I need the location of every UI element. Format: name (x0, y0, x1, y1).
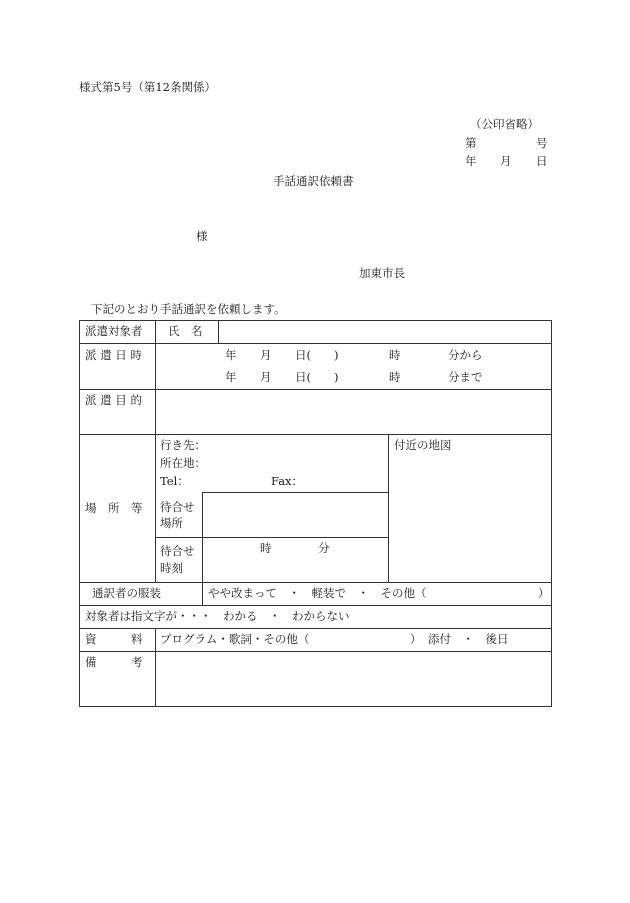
date-day: 日 (536, 154, 548, 168)
attire-options: やや改まって ・ 軽装で ・ その他（ (208, 586, 427, 600)
purpose-field[interactable] (159, 392, 548, 431)
datetime-label: 派 遣 日 時 (85, 348, 142, 362)
meeting-time-label-1: 待合せ (160, 544, 195, 558)
doc-no-suffix: 号 (536, 136, 548, 150)
attire-close: ） (538, 586, 550, 600)
map-label: 付近の地図 (394, 438, 452, 452)
name-field[interactable] (222, 323, 548, 341)
fax-label: Fax： (271, 474, 304, 488)
meeting-minute: 分 (318, 541, 330, 555)
to-month: 月 (260, 370, 272, 384)
from-month: 月 (260, 348, 272, 362)
seal-omitted-note: （公印省略） (470, 117, 539, 131)
attire-label: 通訳者の服装 (92, 586, 161, 600)
name-label: 氏 名 (168, 324, 203, 338)
materials-label: 資 料 (85, 632, 143, 646)
materials-close: ） (410, 632, 422, 646)
fingerspelling-question: 対象者は指文字が・・・ わかる ・ わからない (85, 609, 350, 623)
form-number: 様式第5号（第12条関係） (79, 80, 216, 94)
doc-no-prefix: 第 (465, 136, 477, 150)
tel-label: Tel： (160, 474, 189, 488)
to-minute: 分まで (448, 370, 483, 384)
materials-attach: 添付 ・ 後日 (428, 632, 509, 646)
from-year: 年 (225, 348, 237, 362)
from-minute: 分から (448, 348, 483, 362)
to-hour: 時 (389, 370, 401, 384)
address-label: 所在地： (160, 456, 206, 470)
meeting-hour: 時 (260, 541, 272, 555)
purpose-label: 派 遣 目 的 (85, 393, 142, 407)
from-day: 日( ) (295, 348, 339, 362)
place-label: 場 所 等 (85, 501, 143, 515)
date-year: 年 (465, 154, 477, 168)
from-hour: 時 (389, 348, 401, 362)
date-month: 月 (500, 154, 512, 168)
remarks-label: 備 考 (85, 655, 143, 669)
meeting-place-label-2: 場所 (160, 516, 183, 530)
target-label: 派遣対象者 (85, 324, 143, 338)
addressee-suffix: 様 (196, 229, 208, 243)
issuer: 加東市長 (359, 266, 405, 280)
meeting-time-label-2: 時刻 (160, 561, 183, 575)
remarks-field[interactable] (159, 654, 548, 703)
intro-text: 下記のとおり手話通訳を依頼します。 (91, 302, 286, 316)
materials-options: プログラム・歌詞・その他（ (160, 632, 310, 646)
document-title: 手話通訳依頼書 (273, 174, 354, 188)
to-day: 日( ) (295, 370, 339, 384)
destination-label: 行き先： (160, 438, 206, 452)
meeting-place-label-1: 待合せ (160, 500, 195, 514)
to-year: 年 (225, 370, 237, 384)
